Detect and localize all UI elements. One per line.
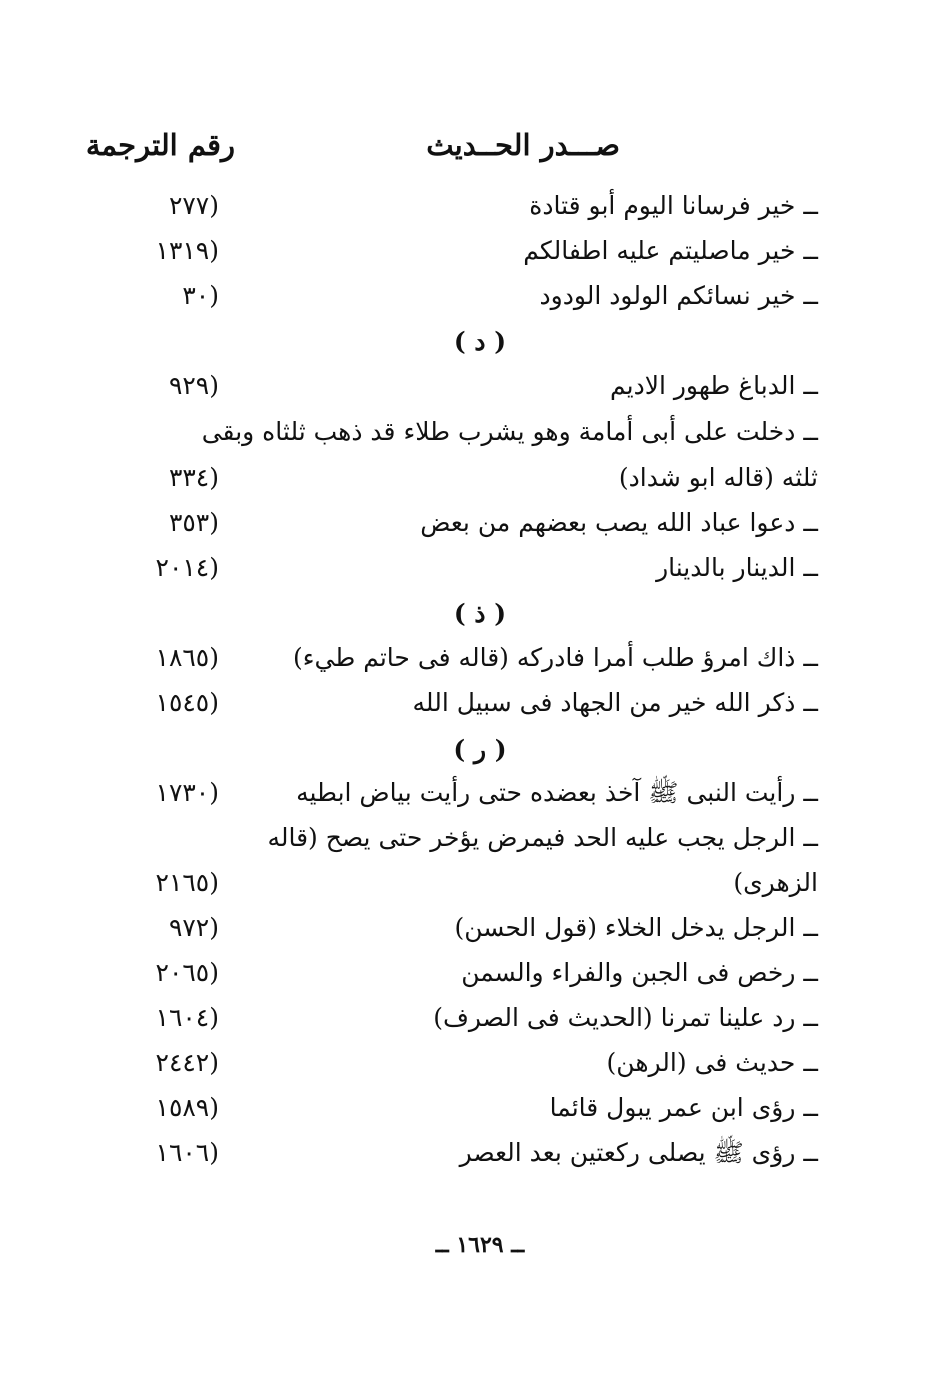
list-item bbox=[0, 951, 935, 995]
list-item bbox=[0, 636, 935, 680]
list-item bbox=[0, 501, 935, 545]
entry-number: (١٧٣٠ bbox=[155, 778, 219, 807]
hadith-text: ــ الرجل يدخل الخلاء (قول الحسن) bbox=[454, 913, 818, 942]
hadith-text: ــ دخلت على أبى أمامة وهو يشرب طلاء قد ذهب ثلثاه وبقى bbox=[201, 417, 818, 446]
hadith-text: ــ رؤى ﷺ يصلى ركعتين بعد العصر bbox=[459, 1138, 818, 1167]
entry-number: (٣٥٣ bbox=[168, 508, 219, 537]
hadith-text: ــ رأيت النبى ﷺ آخذ بعضده حتى رأيت بياض ابطيه bbox=[296, 778, 818, 807]
hadith-text: ــ خير فرسانا اليوم أبو قتادة bbox=[529, 191, 818, 220]
hadith-text: ــ ذاك امرؤ طلب أمرا فادركه (قاله فى حاتم طيء) bbox=[293, 643, 818, 672]
hadith-text: الزهرى) bbox=[733, 868, 818, 897]
entry-number: (١٥٤٥ bbox=[155, 688, 219, 717]
list-item bbox=[0, 229, 935, 273]
hadith-text: ــ دعوا عباد الله يصب بعضهم من بعض bbox=[420, 508, 818, 537]
entry-number: (٢١٦٥ bbox=[155, 868, 219, 897]
hadith-text: ــ خير ماصليتم عليه اطفالكم bbox=[523, 236, 818, 265]
entry-number: (٩٧٢ bbox=[168, 913, 219, 942]
list-item bbox=[0, 274, 935, 318]
entry-number: (٢٤٤٢ bbox=[155, 1048, 219, 1077]
entry-number: (١٣١٩ bbox=[155, 236, 219, 265]
entry-number: (٣٠ bbox=[182, 281, 219, 310]
column-header-hadith: صـــدر الحــديث bbox=[426, 128, 620, 162]
hadith-text: ــ رؤى ابن عمر يبول قائما bbox=[549, 1093, 818, 1122]
entry-number: (٣٣٤ bbox=[168, 463, 219, 492]
section-letter-dal: ( د ) bbox=[453, 327, 507, 356]
entry-number: (١٥٨٩ bbox=[155, 1093, 219, 1122]
list-item bbox=[0, 771, 935, 815]
hadith-text: ــ الرجل يجب عليه الحد فيمرض يؤخر حتى يصح (قاله bbox=[267, 823, 818, 852]
list-item bbox=[0, 996, 935, 1040]
list-item bbox=[0, 1041, 935, 1085]
list-item bbox=[0, 456, 935, 500]
entry-number: (٢٠٦٥ bbox=[155, 958, 219, 987]
hadith-text: ــ ذكر الله خير من الجهاد فى سبيل الله bbox=[412, 688, 818, 717]
hadith-text: ــ رخص فى الجبن والفراء والسمن bbox=[461, 958, 818, 987]
column-header-number: رقم الترجمة bbox=[85, 128, 235, 162]
section-letter-dhal: ( ذ ) bbox=[453, 599, 507, 628]
hadith-text: ــ الدباغ طهور الاديم bbox=[609, 371, 818, 400]
list-item bbox=[0, 816, 935, 860]
list-item bbox=[0, 1131, 935, 1175]
entry-number: (٢٧٧ bbox=[168, 191, 219, 220]
hadith-text: ثلثه (قاله ابو شداد) bbox=[618, 463, 818, 492]
list-item bbox=[0, 1086, 935, 1130]
list-item bbox=[0, 546, 935, 590]
entry-number: (١٦٠٦ bbox=[155, 1138, 219, 1167]
list-item bbox=[0, 906, 935, 950]
list-item bbox=[0, 681, 935, 725]
entry-number: (٩٢٩ bbox=[168, 371, 219, 400]
page-number: ــ ١٦٢٩ ــ bbox=[435, 1232, 525, 1258]
entry-number: (٢٠١٤ bbox=[155, 553, 219, 582]
list-item bbox=[0, 861, 935, 905]
list-item bbox=[0, 410, 935, 454]
entry-number: (١٨٦٥ bbox=[155, 643, 219, 672]
list-item bbox=[0, 364, 935, 408]
hadith-text: ــ رد علينا تمرنا (الحديث فى الصرف) bbox=[433, 1003, 818, 1032]
hadith-text: ــ حديث فى (الرهن) bbox=[606, 1048, 818, 1077]
list-item bbox=[0, 184, 935, 228]
hadith-text: ــ الدينار بالدينار bbox=[656, 553, 818, 582]
entry-number: (١٦٠٤ bbox=[155, 1003, 219, 1032]
section-letter-ra: ( ر ) bbox=[453, 735, 507, 764]
hadith-text: ــ خير نسائكم الولود الودود bbox=[539, 281, 818, 310]
